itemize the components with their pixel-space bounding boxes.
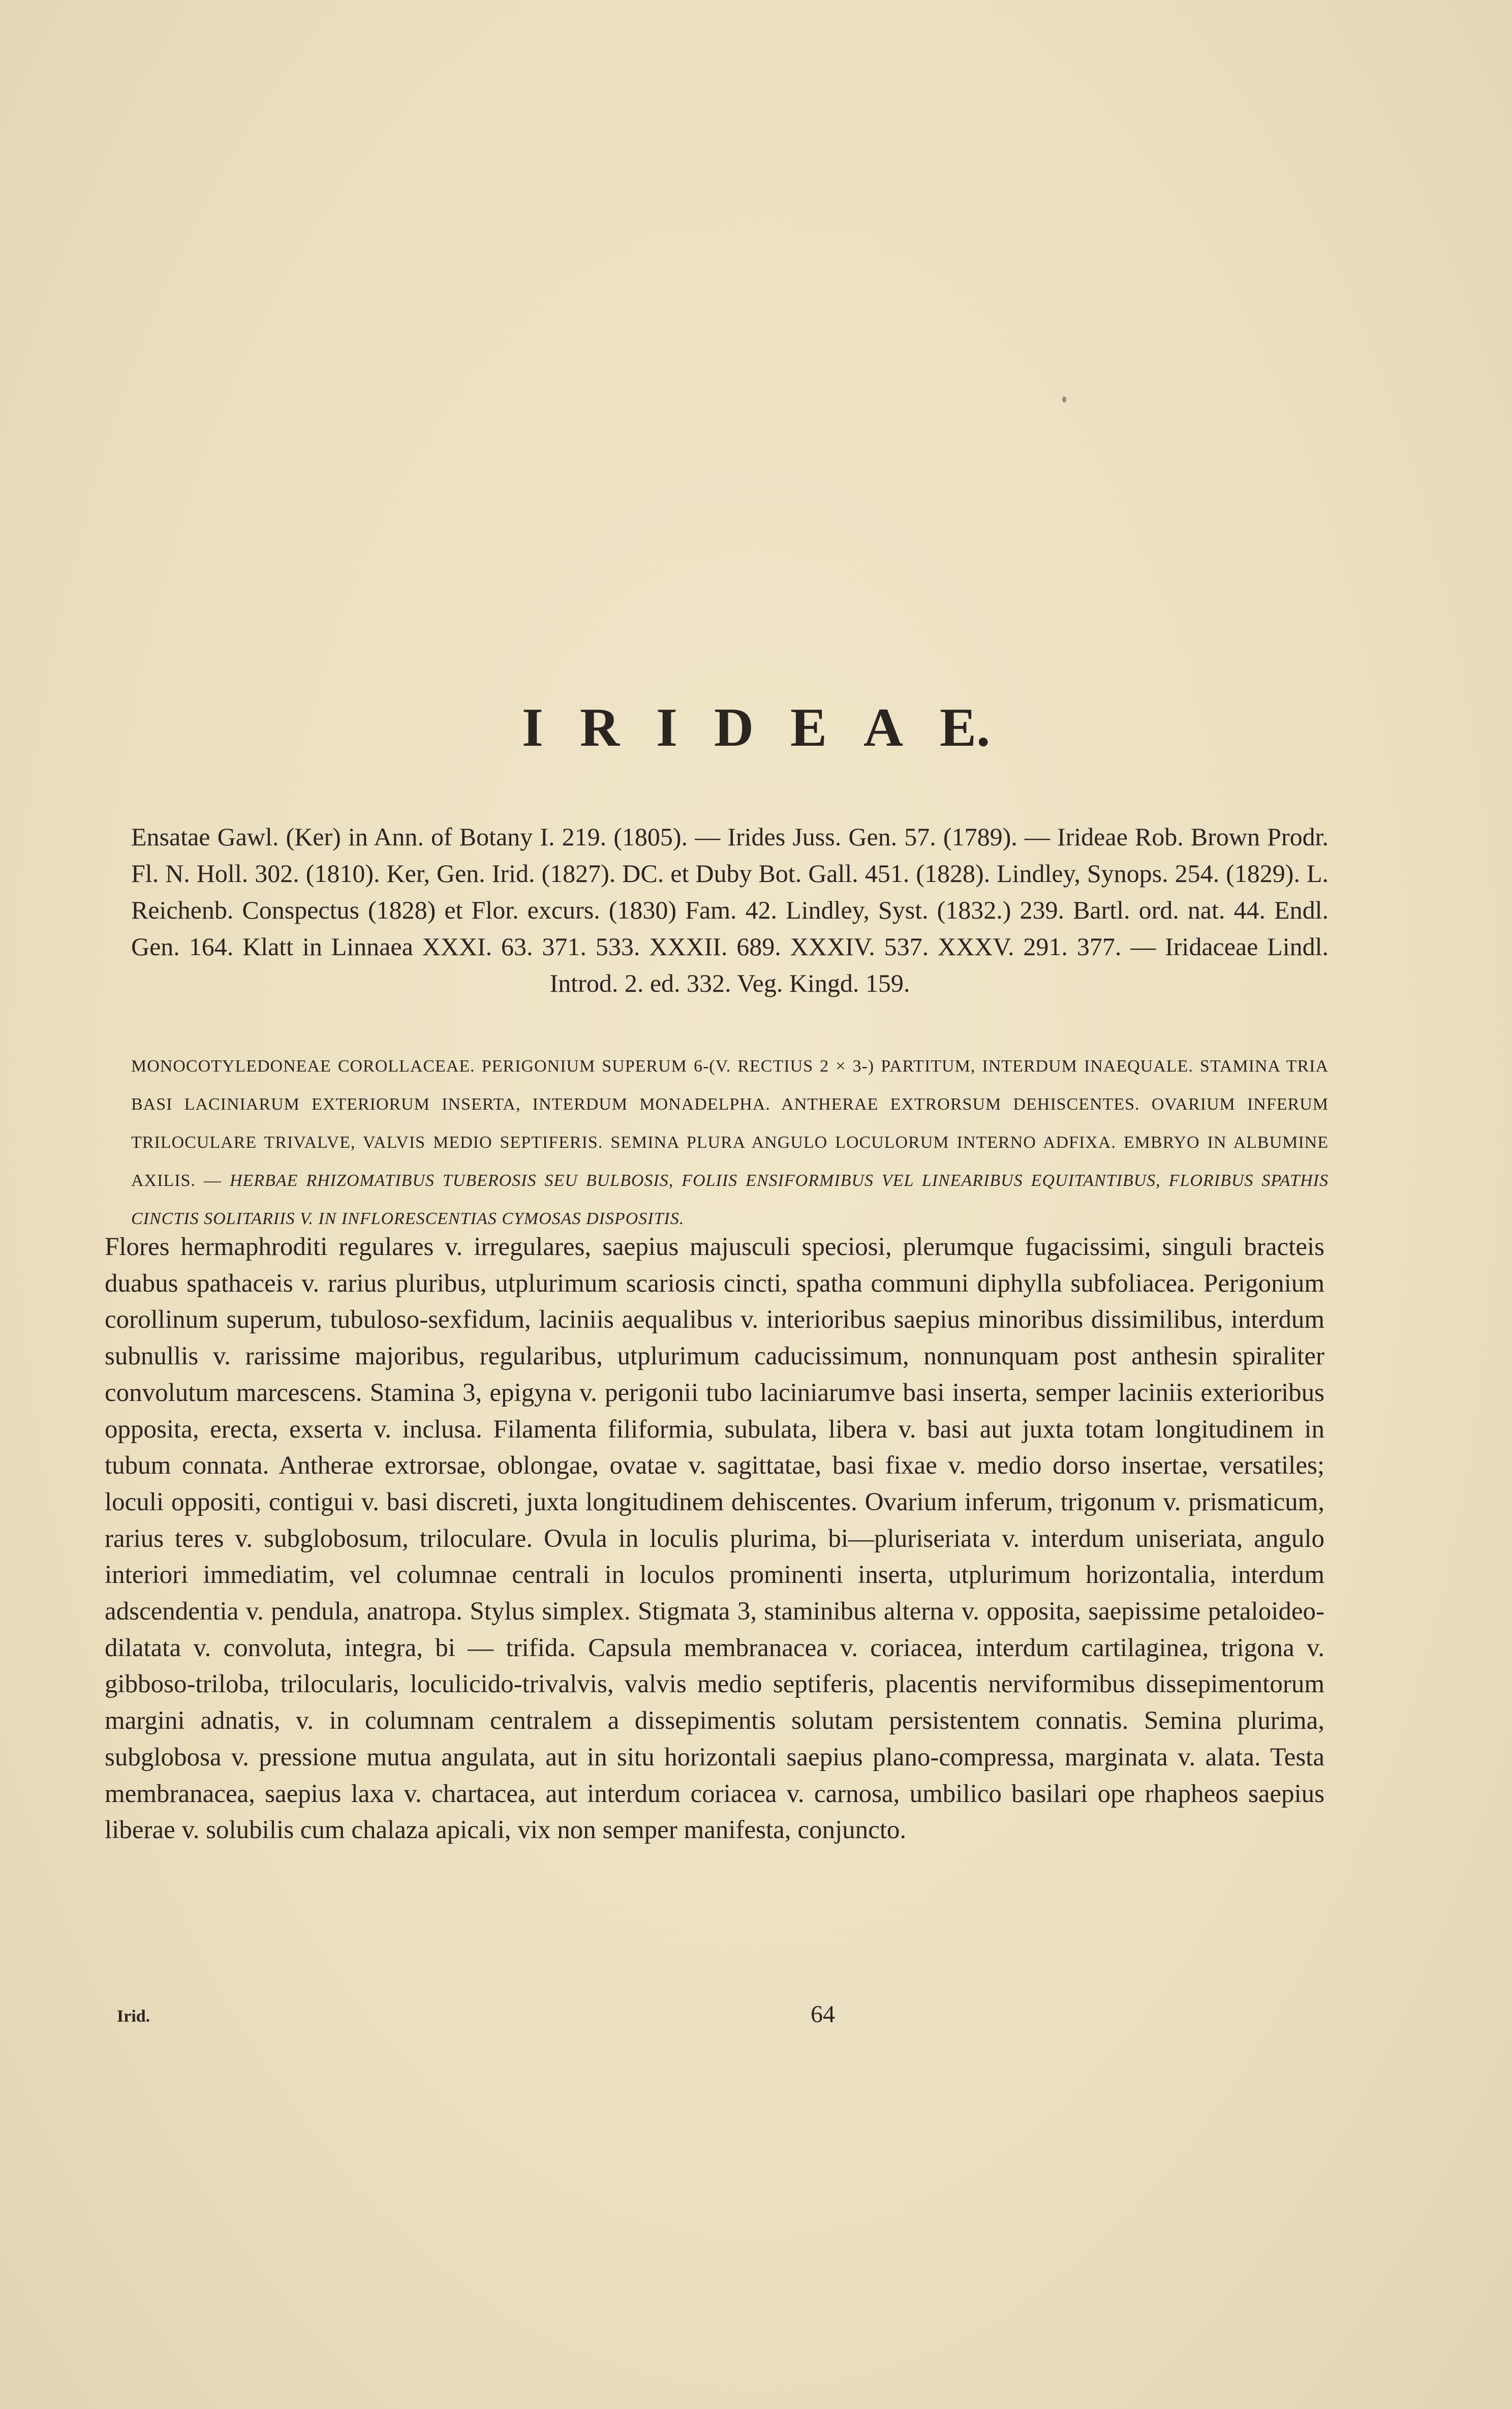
title-letter: E <box>790 697 827 758</box>
family-title <box>0 696 1512 759</box>
title-letter: I <box>656 697 677 758</box>
ink-speck <box>1062 397 1066 403</box>
description-paragraph: Flores hermaphroditi regulares v. irregulares, saepius majusculi speciosi, plerumque fugacissimi, singuli bracteis duabus spathaceis v. rarius pluribus, utplurimum scariosis cincti, spatha communi diphylla subfoliacea. Perigonium corollinum superum, tubuloso-sexfidum, laciniis aequalibus v. interioribus saepius minoribus dissimilibus, interdum subnullis v. rarissime majoribus, regularibus, utplurimum caducissimum, nonnunquam post anthesin spiraliter convolutum marcescens. Stamina 3, epigyna v. perigonii tubo laciniarumve basi inserta, semper laciniis exterioribus opposita, erecta, exserta v. inclusa. Filamenta filiformia, subulata, libera v. basi aut juxta totam longitudinem in tubum connata. Antherae extrorsae, oblongae, ovatae v. sagittatae, basi fixae v. medio dorso insertae, versatiles; loculi oppositi, contigui v. basi discreti, juxta longitudinem dehiscentes. Ovarium inferum, trigonum v. prismaticum, rarius teres v. subglobosum, triloculare. Ovula in loculis plurima, bi—pluriseriata v. interdum uniseriata, angulo interiori immediatim, vel columnae centrali in loculos prominenti inserta, utplurimum horizontalia, interdum adscendentia v. pendula, anatropa. Stylus simplex. Stigmata 3, staminibus alterna v. opposita, saepissime petaloideo-dilatata v. convoluta, integra, bi — trifida. Capsula membranacea v. coriacea, interdum cartilaginea, trigona v. gibboso-triloba, trilocularis, loculicido-trivalvis, valvis medio septiferis, placentis nerviformibus dissepimentorum margini adnatis, v. in columnam centralem a dissepimentis solutam persistentem connatis. Semina plurima, subglobosa v. pressione mutua angulata, aut in situ horizontali saepius plano-compressa, marginata v. alata. Testa membranacea, saepius laxa v. chartacea, aut interdum coriacea v. carnosa, umbilico basilari ope rhapheos saepius liberae v. solubilis cum chalaza apicali, vix non semper manifesta, conjuncto. <box>105 1233 1324 1845</box>
title-letter: A <box>863 697 904 758</box>
diagnosis-habit-text: HERBAE RHIZOMATIBUS TUBEROSIS SEU BULBOSIS, FOLIIS ENSIFORMIBUS VEL LINEARIBUS EQUITANTIBUS, FLORIBUS SPATHIS CINCTIS SOLITARIIS V. IN INFLORESCENTIAS CYMOSAS DISPOSITIS. <box>131 1171 1329 1228</box>
title-letter: E. <box>940 697 991 758</box>
title-letter: I <box>521 697 543 758</box>
diagnosis-text: MONOCOTYLEDONEAE COROLLACEAE. PERIGONIUM SUPERUM 6-(V. RECTIUS 2 × 3-) PARTITUM, INTERDUM INAEQUALE. STAMINA TRIA BASI LACINIARUM EXTERIORUM INSERTA, INTERDUM MONADELPHA. ANTHERAE EXTRORSUM DEHISCENTES. OVARIUM INFERUM TRILOCULARE TRIVALVE, VALVIS MEDIO SEPTIFERIS. SEMINA PLURA ANGULO LOCULORUM INTERNO ADFIXA. EMBRYO IN ALBUMINE AXILIS. — <box>131 1057 1329 1190</box>
title-letter: D <box>714 697 754 758</box>
signature-mark: Irid. <box>117 2007 150 2026</box>
diagnosis-paragraph <box>131 1047 1329 1238</box>
page-number: 64 <box>811 2001 835 2028</box>
synonymy-paragraph: Ensatae Gawl. (Ker) in Ann. of Botany I. 219. (1805). — Irides Juss. Gen. 57. (1789). — Irideae Rob. Brown Prodr. Fl. N. Holl. 302. (1810). Ker, Gen. Irid. (1827). DC. et Duby Bot. Gall. 451. (1828). Lindley, Synops. 254. (1829). L. Reichenb. Conspectus (1828) et Flor. excurs. (1830) Fam. 42. Lindley, Syst. (1832.) 239. Bartl. ord. nat. 44. Endl. Gen. 164. Klatt in Linnaea XXXI. 63. 371. 533. XXXII. 689. XXXIV. 537. XXXV. 291. 377. — Iridaceae Lindl. Introd. 2. ed. 332. Veg. Kingd. 159. <box>131 822 1329 997</box>
title-letter: R <box>579 697 620 758</box>
